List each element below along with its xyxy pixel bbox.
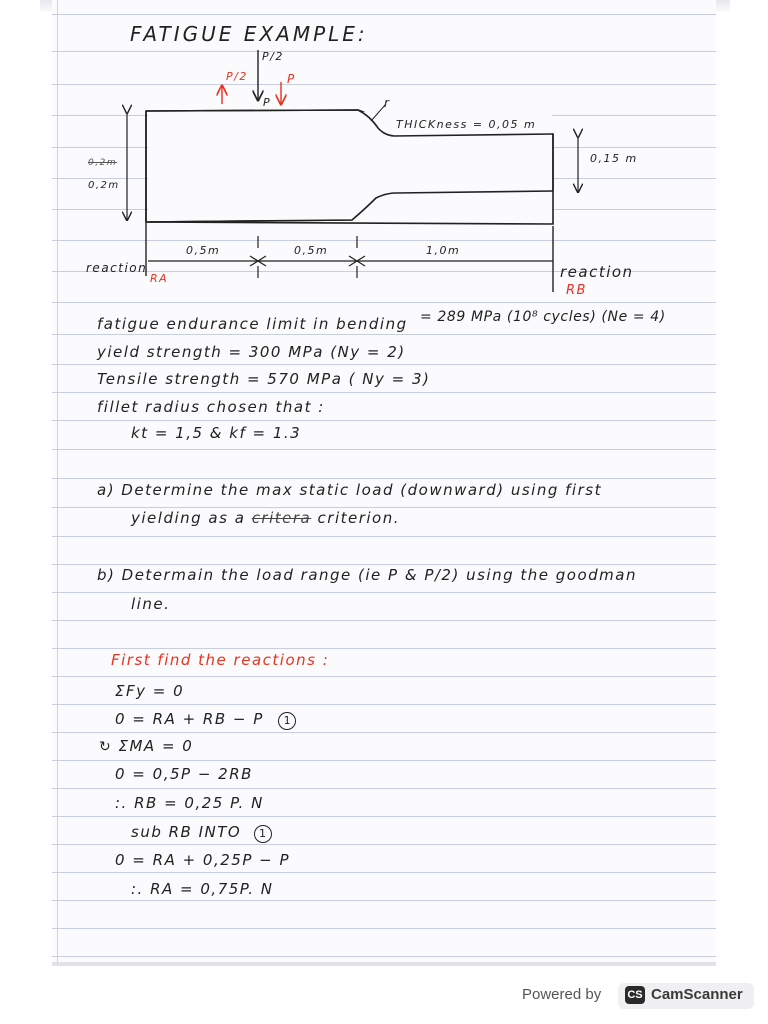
load-label-p2-left: P/2 <box>226 70 248 83</box>
solution-substitute-text: sub RB INTO <box>131 823 242 841</box>
solution-moment-eq: 0 = 0,5P − 2RB <box>115 765 253 783</box>
property-stress-factors: kt = 1,5 & kf = 1.3 <box>131 424 302 442</box>
question-a-struck-word: critera <box>251 509 312 527</box>
solution-eq-1-text: 0 = RA + RB − P <box>115 710 264 728</box>
question-b-line-2: line. <box>131 595 171 613</box>
solution-ra-eq: 0 = RA + 0,25P − P <box>115 851 291 869</box>
solution-eq-1 <box>115 710 296 730</box>
load-label-p-right: P <box>287 72 296 86</box>
property-tensile-strength: Tensile strength = 570 MPa ( Ny = 3) <box>97 370 431 388</box>
question-a-line-2 <box>131 509 400 527</box>
reaction-left-label: reaction <box>86 261 148 275</box>
powered-by-label: Powered by <box>522 986 602 1003</box>
solution-sum-ma-text: ΣMA = 0 <box>118 737 194 755</box>
page-title: FATIGUE EXAMPLE: <box>130 22 368 46</box>
thickness-label: THICKness = 0,05 m <box>396 118 537 131</box>
question-b-line-1: b) Determain the load range (ie P & P/2) using the goodman <box>97 566 637 584</box>
solution-ra-result: :. RA = 0,75P. N <box>131 880 274 898</box>
load-label-p-under: P <box>263 96 272 109</box>
solution-heading: First find the reactions : <box>111 651 330 669</box>
moment-direction-icon: ↻ <box>99 739 113 755</box>
fillet-label: r <box>384 96 391 110</box>
property-fatigue-limit: fatigue endurance limit in bending <box>97 315 408 333</box>
solution-substitute <box>131 823 272 843</box>
span-dim-2: 0,5m <box>294 244 329 257</box>
property-fatigue-value: = 289 MPa (10⁸ cycles) (Ne = 4) <box>420 309 666 325</box>
equation-tag-1-ref: 1 <box>254 825 272 843</box>
question-a-text: yielding as a <box>131 509 246 527</box>
property-yield-strength: yield strength = 300 MPa (Ny = 2) <box>97 343 406 361</box>
property-fillet-radius: fillet radius chosen that : <box>97 398 325 416</box>
equation-tag-1: 1 <box>278 712 296 730</box>
solution-sum-ma <box>99 737 193 755</box>
solution-rb-result: :. RB = 0,25 P. N <box>115 794 264 812</box>
right-height-label: 0,15 m <box>590 152 638 165</box>
camscanner-brand: CamScanner <box>651 986 743 1003</box>
question-a-criterion: criterion. <box>317 509 401 527</box>
ra-label: RA <box>150 272 169 285</box>
reaction-right-label: reaction <box>560 263 634 281</box>
left-height-label: 0,2m <box>88 180 120 191</box>
rb-label: RB <box>566 283 587 298</box>
load-label-p2-top: P/2 <box>262 50 284 63</box>
question-a-line-1: a) Determine the max static load (downward) using first <box>97 481 602 499</box>
span-dim-3: 1,0m <box>426 244 461 257</box>
span-dim-1: 0,5m <box>186 244 221 257</box>
left-height-struck: 0,2m <box>88 158 118 168</box>
solution-sum-fy: ΣFy = 0 <box>115 682 185 700</box>
camscanner-logo-icon: CS <box>625 986 645 1004</box>
